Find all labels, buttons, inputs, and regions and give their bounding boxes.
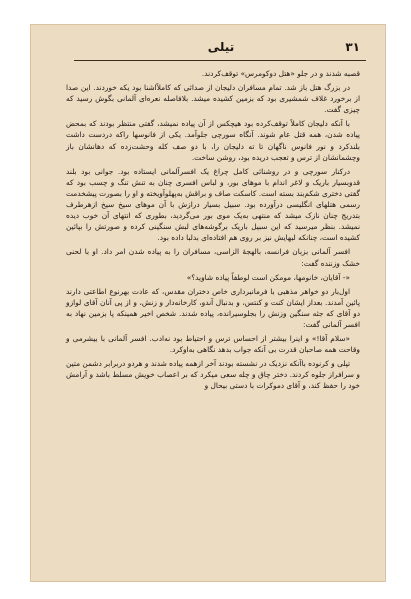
page-number: ۳۱ [345,40,360,54]
book-page [30,24,386,582]
body-text [66,68,360,395]
paragraph: «سلام آقا!» و اینرا بیشتر از احساس ترس و احتیاط بود نه‌ادب. افسر آلمانی با بیشرمی و وقاحت همه صاحبان قدرت بی آنکه جواب بدهد نگاهی به‌اوکرد. [66,334,360,355]
paragraph: «- آقایان، خانومها، مومکن است لوطفاً پیاده شاوید؟» [186,272,350,282]
paragraph: با آنکه دلیجان کاملاً توقف‌کرده بود هیچکس از آن پیاده نمیشد، گفتی منتظر بودند که بمحض پیاده شدن، همه قتل عام شوند. آنگاه سورچی جلوآمد. یکی از فانوسها راکه دردست داشت بلندکرد و نور فانوس ناگهان تا ته دلیجان را، با دو صف کله وحشت‌زده که دهانشان باز وچشمانشان از ترس و تعجب دریده بود، روشن ساخت. [66,119,360,162]
paragraph: درکنار سورچی و در روشنائی کامل چراغ یک افسرآلمانی ایستاده بود. جوانی بود بلند قدوبسیار باریک و لاغر اندام با موهای بور، و لباس افسری چنان به تنش تنگ و چسب بود که گفتی دختری شکم‌بند بسته است. کاسکت صاف و براقش به‌پهلوآویخته و او را بصورت پیشخدمت رسمی هتلهای انگلیسی درآورده بود. سبیل بسیار درازش با آن موهای سیخ سیخ ازهرطرف بتدریج چنان نازک میشد که منتهی به‌یک موی بور می‌گردید، بطوری که انتهای آن خوب دیده نمیشد. بنظر میرسید که این سبیل باریک برگوشه‌های لبش سنگینی کرده و صورتش را بپائین کشیده است، چنانکه لبهایش نیز بر روی هم افتاده‌ای بدلبا داده بود. [66,166,360,243]
paragraph: قصبه شدند و در جلو «هتل دوکومرس» توقف‌کردند. [201,69,360,78]
running-title: تیلی [207,40,235,54]
header-rule [74,60,366,61]
paragraph: افسر آلمانی بزبان فرانسه، بالهجهٔ الزاسی، مسافران را به پیاده شدن امر داد. او با لحنی خشک وزننده گفت: [66,247,360,268]
paragraph: در بزرگ هتل باز شد. تمام مسافران دلیجان از صدائی که کاملاًاشنا بود یکه خوردند. این صدا از برخورد غلاف شمشیری بود که بزمین کشیده میشد. بلافاصله نعره‌ای آلمانی بگوش رسید که چیزی گفت. [66,83,360,115]
paragraph: تپلی و کرنوده باآنکه نزدیک در نشسته بودند آخر ازهمه پیاده شدند و هردو دربرابر دشمن متین و سرافراز جلوه کردند. دختر چاق و چله سعی میکرد که بر اعصاب خویش مسلط باشد و آرامش خود را حفظ کند، و آقای دموکرات با دستی بیحال و [66,359,360,391]
paragraph: اول‌بار دو خواهر مذهبی با فرمانبرداری خاص دختران مقدس، که عادت بهرنوع اطاعتی دارند پائین آمدند. بعداز ایشان کنت و کنتس، و بدنبال آندو، کارخانه‌دار و زنش، و از پی آنان آقای لوازو دو آقای که جثه سنگین وزنش را بجلوسیرانده، پیاده شدند. شخص اخیر همینکه پا بزمین نهاد به افسر آلمانی گفت: [66,286,360,329]
